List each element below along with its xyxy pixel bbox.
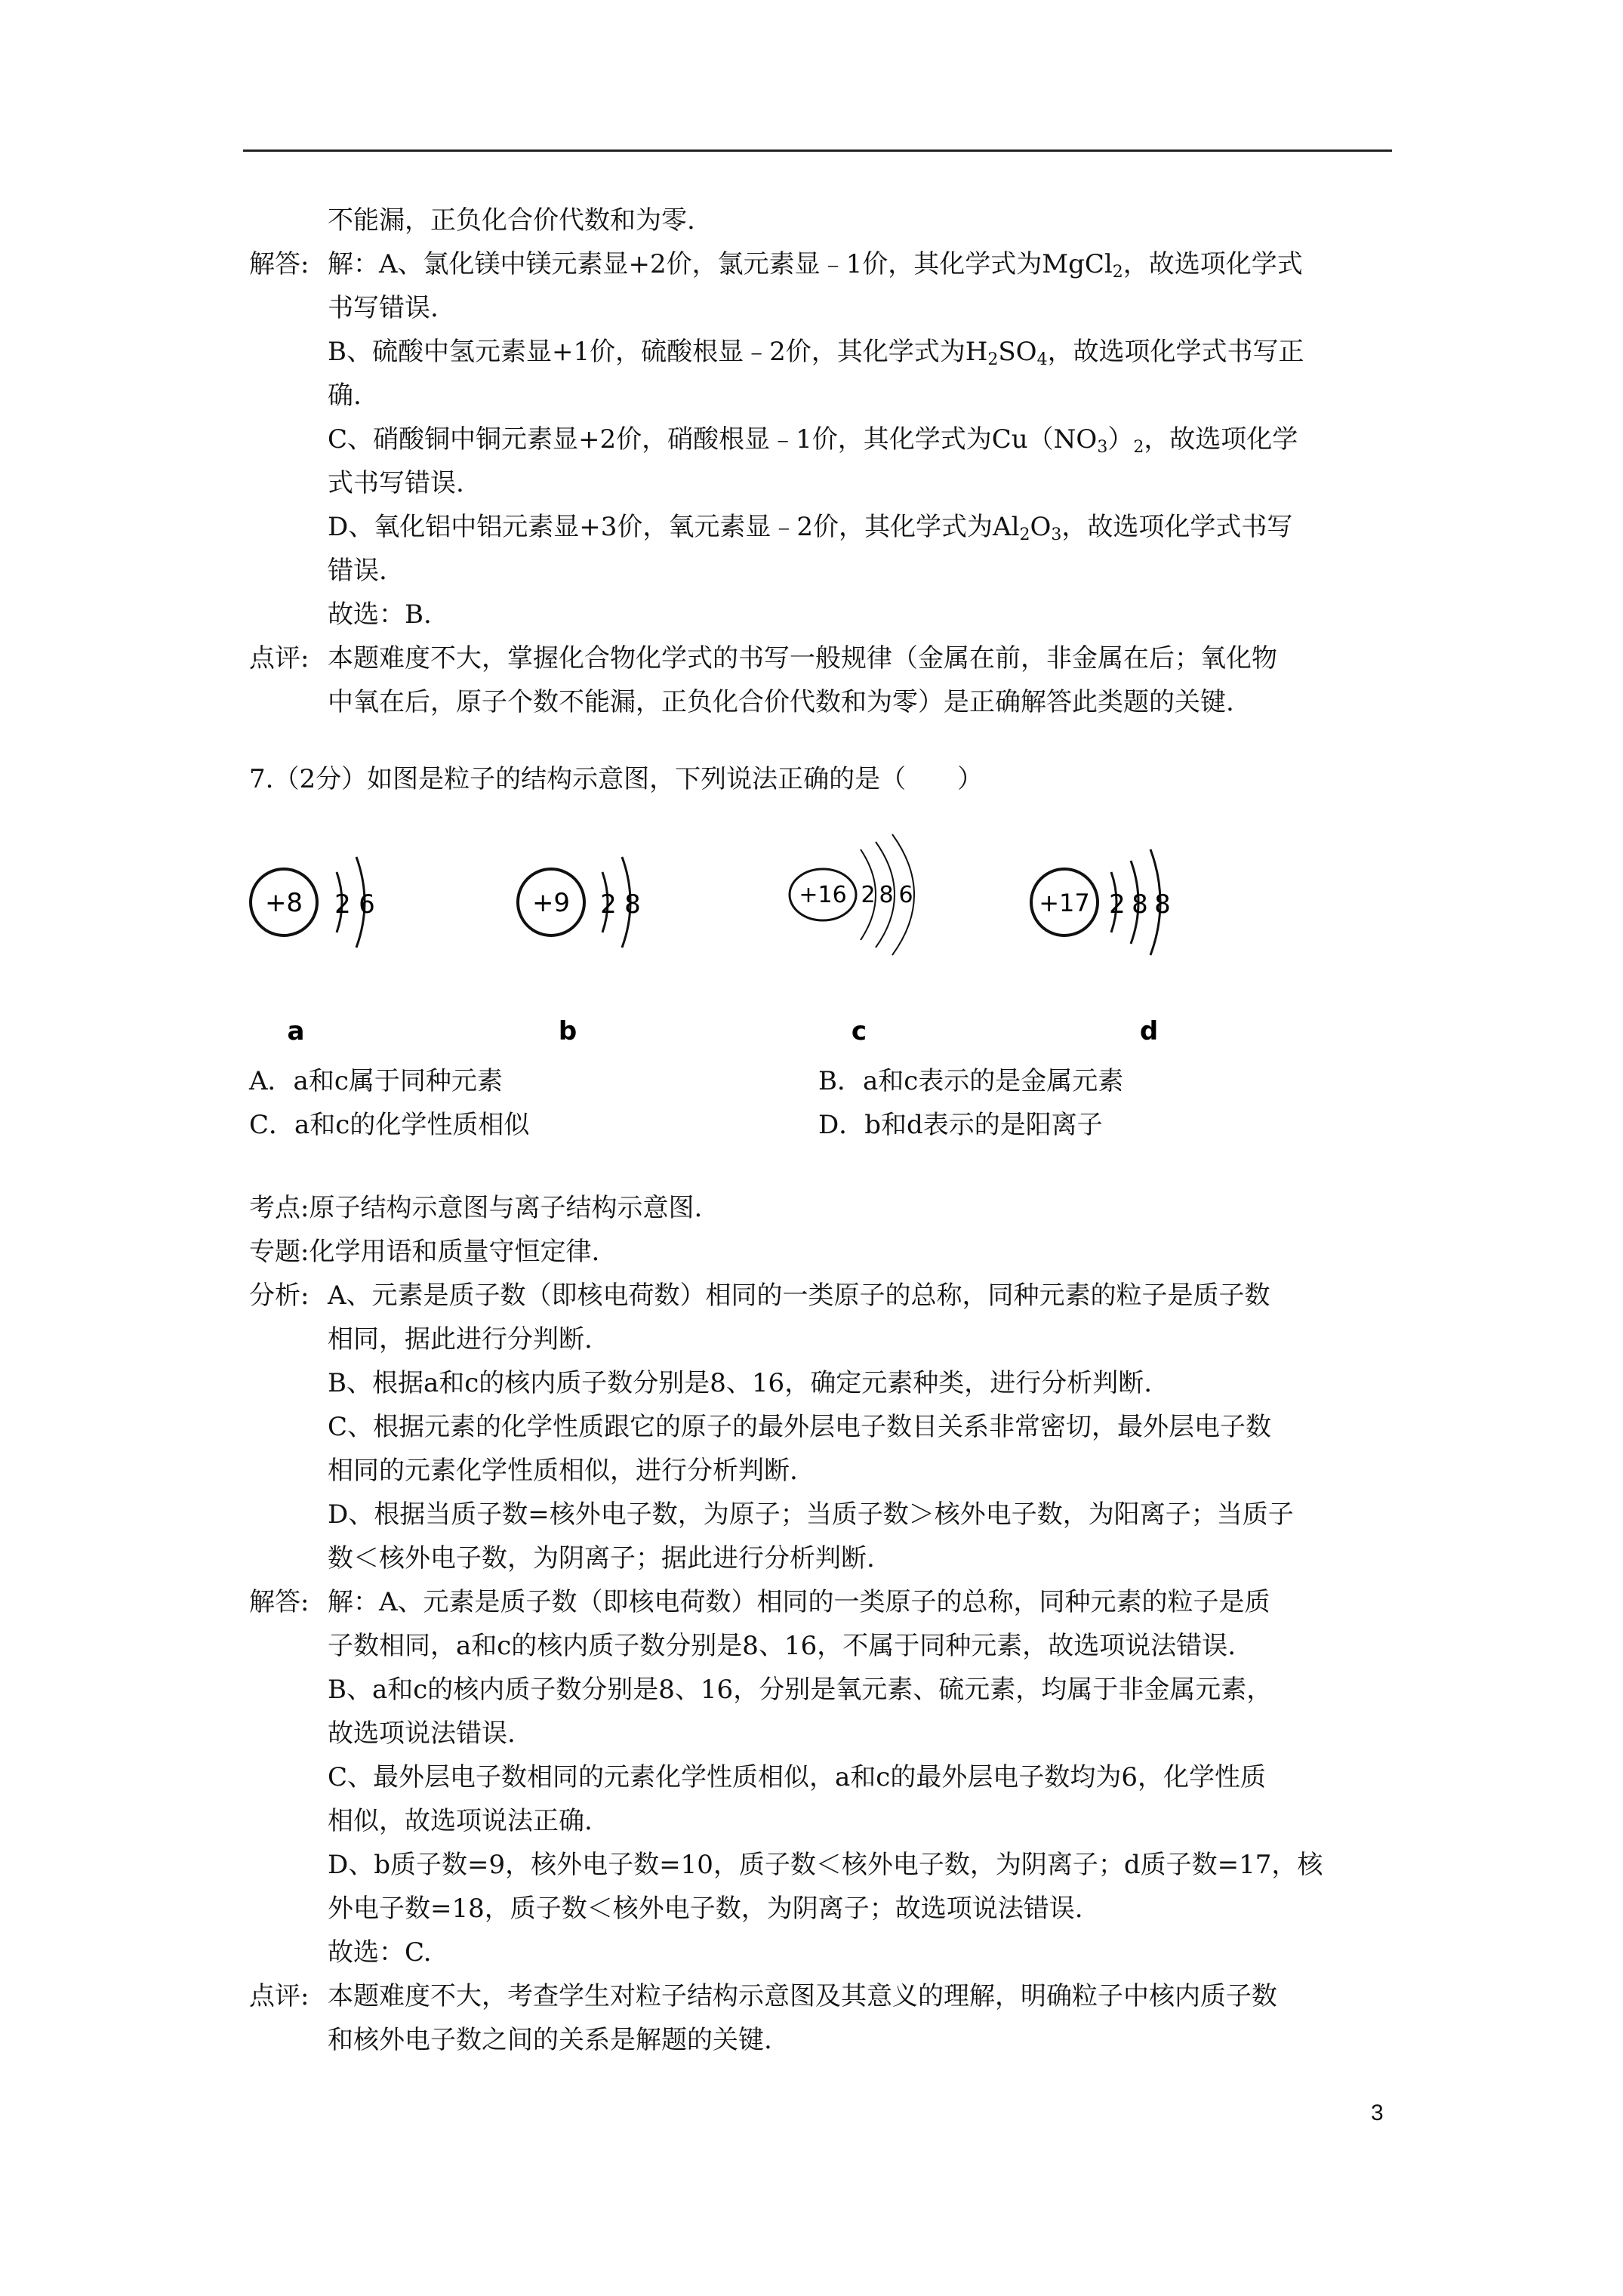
svg-text:2: 2: [334, 889, 351, 920]
option-b: B．a和c表示的是金属元素: [818, 1066, 1124, 1096]
particle-structure-diagrams: [226, 819, 1283, 1061]
text-line: 故选：C.: [328, 1937, 432, 1968]
option-a: A．a和c属于同种元素: [249, 1066, 503, 1096]
comment-label-2: 点评:: [249, 1981, 310, 2011]
text-line: 中氧在后，原子个数不能漏，正负化合价代数和为零）是正确解答此类题的关键.: [328, 687, 1234, 717]
text-line: 书写错误.: [328, 293, 439, 323]
text-line: 错误.: [328, 556, 387, 586]
text-line: 本题难度不大，考查学生对粒子结构示意图及其意义的理解，明确粒子中核内质子数: [328, 1981, 1277, 2011]
option-c: C．a和c的化学性质相似: [249, 1110, 530, 1140]
text-line: C、硝酸铜中铜元素显+2价，硝酸根显﹣1价，其化学式为$Cu(NO_3)_2$，故选项化学: [328, 424, 1298, 457]
text-line: 不能漏，正负化合价代数和为零.: [328, 205, 695, 236]
answer-label: 解答:: [249, 249, 310, 279]
svg-text:+17: +17: [1039, 889, 1090, 917]
text-line: 解：A、元素是质子数（即核电荷数）相同的一类原子的总称，同种元素的粒子是质: [328, 1587, 1270, 1617]
question-stem: 7.（2分）如图是粒子的结构示意图，下列说法正确的是（ ）: [249, 764, 984, 794]
text-line: B、根据a和c的核内质子数分别是8、16，确定元素种类，进行分析判断.: [328, 1368, 1152, 1398]
svg-text:6: 6: [359, 889, 375, 920]
text-line: C、根据元素的化学性质跟它的原子的最外层电子数目关系非常密切，最外层电子数: [328, 1412, 1272, 1442]
zhuanti: 专题:化学用语和质量守恒定律.: [249, 1237, 600, 1267]
text-line: 相同，据此进行分判断.: [328, 1324, 593, 1354]
text-line: 确.: [328, 381, 362, 411]
svg-text:8: 8: [1154, 889, 1171, 920]
text-line: C、最外层电子数相同的元素化学性质相似，a和c的最外层电子数均为6，化学性质: [328, 1762, 1266, 1792]
text-line: 故选项说法错误.: [328, 1718, 516, 1749]
text-line: 本题难度不大，掌握化合物化学式的书写一般规律（金属在前，非金属在后；氧化物: [328, 643, 1277, 673]
diagram-b: [518, 857, 641, 1046]
svg-text:2: 2: [1109, 889, 1126, 920]
svg-text:d: d: [1139, 1016, 1159, 1046]
kaodian: 考点:原子结构示意图与离子结构示意图.: [249, 1193, 703, 1223]
text-line: 解：A、氯化镁中镁元素显+2价，氯元素显﹣1价，其化学式为MgCl$_2$，故选项化学式: [328, 249, 1303, 282]
text-line: D、b质子数=9，核外电子数=10，质子数＜核外电子数，为阴离子；d质子数=17，核: [328, 1850, 1323, 1880]
option-d: D．b和d表示的是阳离子: [818, 1110, 1103, 1140]
diagram-d: [1031, 849, 1171, 1046]
svg-text:2: 2: [861, 882, 876, 908]
svg-text:+8: +8: [264, 888, 303, 918]
svg-text:c: c: [851, 1016, 867, 1046]
text-line: D、根据当质子数=核外电子数，为原子；当质子数＞核外电子数，为阳离子；当质子: [328, 1499, 1294, 1530]
svg-text:6: 6: [898, 882, 913, 908]
analysis-label: 分析:: [249, 1281, 310, 1311]
text-line: 相似，故选项说法正确.: [328, 1806, 593, 1836]
svg-text:8: 8: [624, 889, 641, 920]
svg-text:8: 8: [879, 882, 894, 908]
text-line: 故选：B.: [328, 599, 432, 630]
page-number: 3: [1371, 2100, 1384, 2125]
answer-label-2: 解答:: [249, 1587, 310, 1617]
svg-text:2: 2: [600, 889, 617, 920]
text-line: 数＜核外电子数，为阴离子；据此进行分析判断.: [328, 1543, 875, 1573]
diagram-a: [251, 857, 375, 1046]
text-line: 式书写错误.: [328, 468, 464, 498]
svg-text:+9: +9: [531, 888, 571, 918]
text-line: 外电子数=18，质子数＜核外电子数，为阴离子；故选项说法错误.: [328, 1894, 1083, 1924]
text-line: 和核外电子数之间的关系是解题的关键.: [328, 2025, 772, 2055]
svg-text:a: a: [287, 1016, 305, 1046]
text-line: 子数相同，a和c的核内质子数分别是8、16，不属于同种元素，故选项说法错误.: [328, 1631, 1236, 1661]
header-rule: [243, 149, 1392, 152]
text-line: B、硫酸中氢元素显+1价，硫酸根显﹣2价，其化学式为$H_2SO_4$，故选项化学式书写正: [328, 337, 1304, 369]
svg-text:8: 8: [1132, 889, 1148, 920]
svg-text:b: b: [558, 1016, 577, 1046]
text-line: D、氧化铝中铝元素显+3价，氧元素显﹣2价，其化学式为$Al_2O_3$，故选项化学式书写: [328, 512, 1293, 544]
text-line: B、a和c的核内质子数分别是8、16，分别是氧元素、硫元素，均属于非金属元素，: [328, 1675, 1273, 1705]
diagram-c: [790, 834, 914, 1046]
svg-text:+16: +16: [799, 882, 847, 908]
text-line: 相同的元素化学性质相似，进行分析判断.: [328, 1456, 798, 1486]
comment-label: 点评:: [249, 643, 310, 673]
text-line: A、元素是质子数（即核电荷数）相同的一类原子的总称，同种元素的粒子是质子数: [328, 1281, 1270, 1311]
